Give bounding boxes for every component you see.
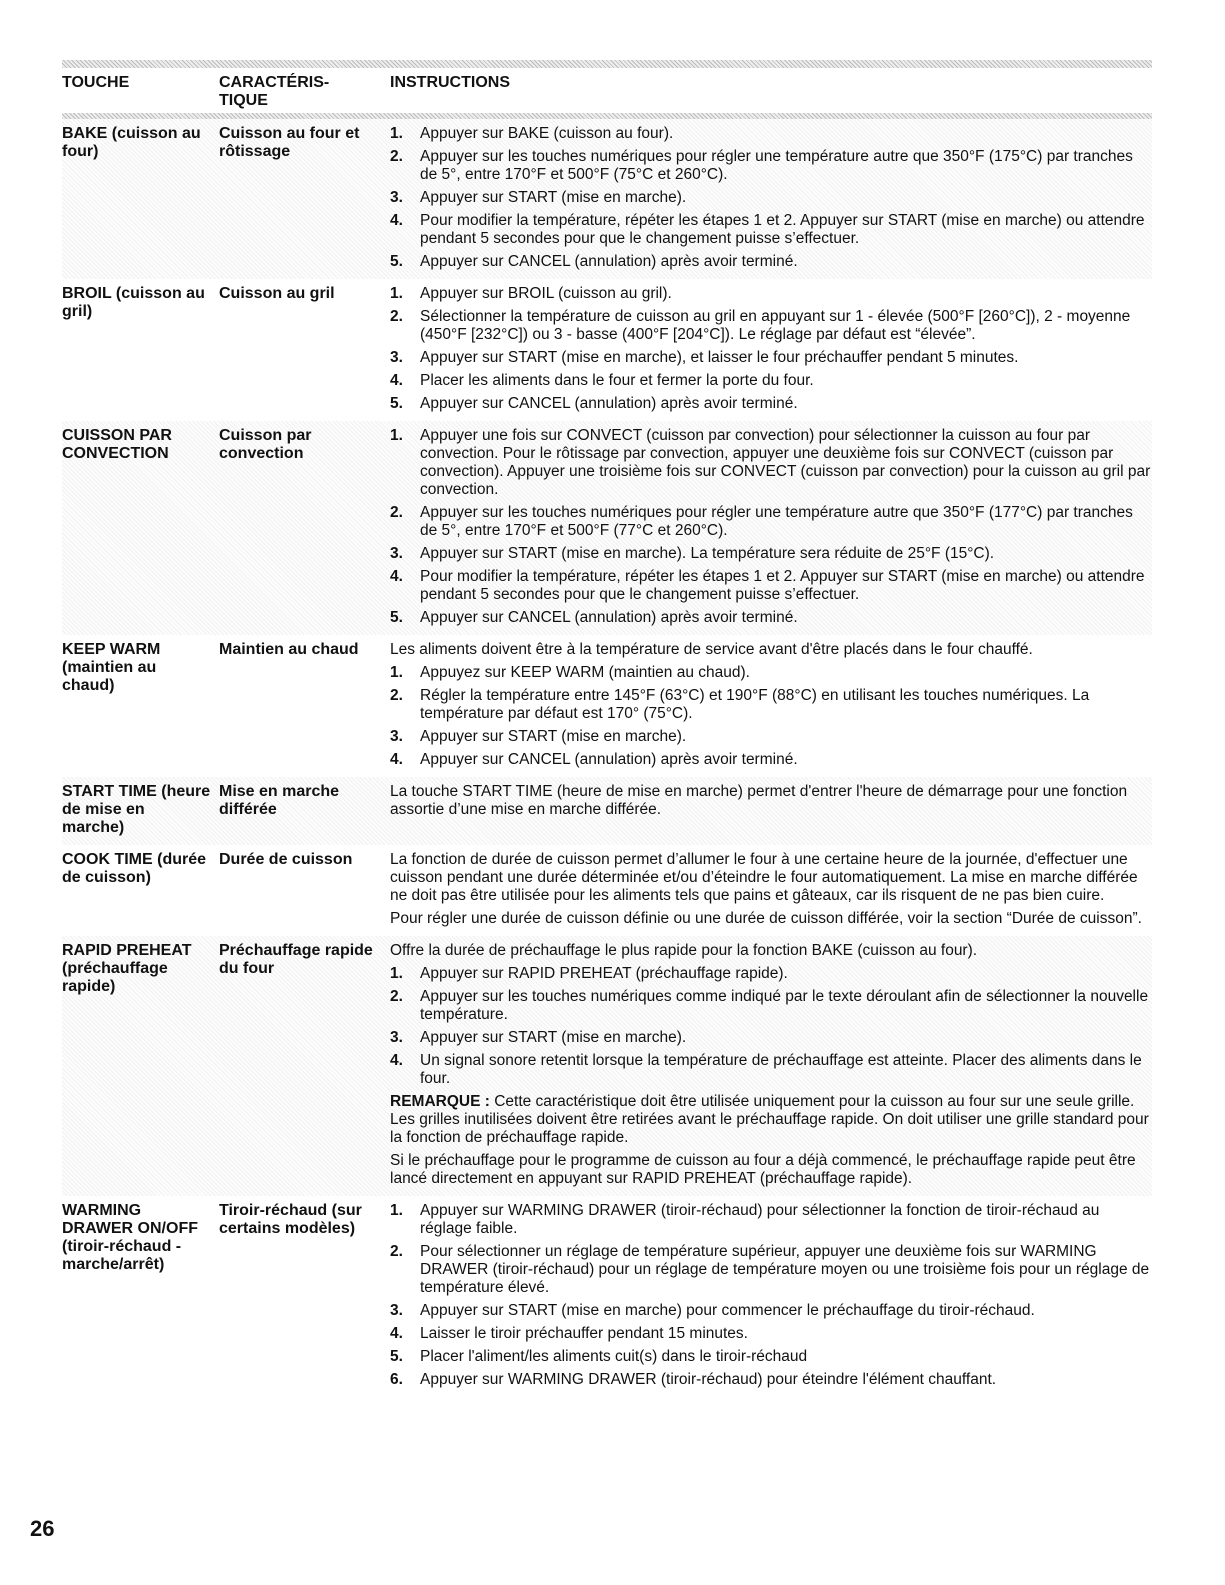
step-number: 5. [390, 609, 403, 626]
step-item [390, 1052, 1152, 1088]
step-number: 3. [390, 1029, 403, 1046]
table-row [62, 279, 1152, 421]
step-item [390, 751, 1152, 769]
step-number: 2. [390, 687, 403, 704]
note-label: REMARQUE : [390, 1093, 490, 1110]
table-row [62, 1196, 1152, 1397]
step-text: Appuyer sur BAKE (cuisson au four). [420, 125, 674, 142]
step-item [390, 395, 1152, 413]
header-top-rule [62, 60, 1152, 68]
feature-name: Durée de cuisson [219, 851, 353, 868]
table-row [62, 421, 1152, 635]
feature-name: Mise en marche différée [219, 783, 340, 818]
step-number: 2. [390, 504, 403, 521]
step-list [390, 664, 1152, 769]
step-number: 3. [390, 189, 403, 206]
step-item [390, 427, 1152, 499]
key-name: COOK TIME (durée de cuisson) [62, 851, 207, 886]
step-item [390, 1325, 1152, 1343]
step-list [390, 285, 1152, 413]
step-number: 5. [390, 1348, 403, 1365]
step-number: 2. [390, 1243, 403, 1260]
step-number: 1. [390, 1202, 403, 1219]
table-row [62, 936, 1152, 1196]
step-item [390, 965, 1152, 983]
step-item [390, 504, 1152, 540]
step-number: 5. [390, 395, 403, 412]
step-number: 1. [390, 965, 403, 982]
header-col-instructions: INSTRUCTIONS [390, 74, 510, 91]
step-text: Laisser le tiroir préchauffer pendant 15 minutes. [420, 1325, 748, 1342]
instructions [390, 125, 1152, 271]
step-item [390, 349, 1152, 367]
step-text: Appuyer sur CANCEL (annulation) après avoir terminé. [420, 253, 798, 270]
step-text: Appuyer sur BROIL (cuisson au gril). [420, 285, 672, 302]
step-number: 2. [390, 308, 403, 325]
header-col-feature: CARACTÉRIS- TIQUE [219, 74, 330, 109]
step-text: Sélectionner la température de cuisson au gril en appuyant sur 1 - élevée (500°F [260°C]), 2 - moyenne (450°F [232°C]) ou 3 - basse (400°F [204°C]). Le réglage par défaut est “élevée”. [420, 308, 1131, 343]
key-name: CUISSON PAR CONVECTION [62, 427, 172, 462]
instructions-intro: Les aliments doivent être à la température de service avant d'être placés dans le four chauffé. [390, 641, 1033, 658]
step-text: Appuyer sur START (mise en marche). [420, 1029, 687, 1046]
table-row [62, 777, 1152, 845]
step-text: Appuyer sur WARMING DRAWER (tiroir-réchaud) pour éteindre l'élément chauffant. [420, 1371, 997, 1388]
step-number: 3. [390, 728, 403, 745]
step-item [390, 285, 1152, 303]
instructions [390, 285, 1152, 413]
step-text: Régler la température entre 145°F (63°C) et 190°F (88°C) en utilisant les touches numériques. La température par défaut est 170° (75°C). [420, 687, 1090, 722]
step-number: 4. [390, 212, 403, 229]
feature-name: Cuisson par convection [219, 427, 312, 462]
step-item [390, 687, 1152, 723]
step-text: Appuyer une fois sur CONVECT (cuisson par convection) pour sélectionner la cuisson au four par convection. Pour le rôtissage par convection, appuyer une deuxième fois sur CONVECT (cuisson par convection). Appuyer une troisième fois sur CONVECT (cuisson par convection) pour la cuisson au gril par convection. [420, 427, 1151, 498]
step-text: Pour sélectionner un réglage de température supérieur, appuyer une deuxième fois sur WARMING DRAWER (tiroir-réchaud) pour un réglage de température moyen ou une troisième fois pour un réglage de température élevé. [420, 1243, 1150, 1296]
step-text: Appuyer sur START (mise en marche). [420, 189, 687, 206]
step-text: Appuyer sur les touches numériques pour régler une température autre que 350°F (175°C) par tranches de 5°, entre 170°F et 500°F (75°C et 260°C). [420, 148, 1133, 183]
step-item [390, 1302, 1152, 1320]
step-number: 4. [390, 751, 403, 768]
feature-name: Cuisson au gril [219, 285, 335, 302]
note-paragraph [390, 1093, 1152, 1147]
table-row [62, 845, 1152, 936]
instructions-paragraph: Pour régler une durée de cuisson définie ou une durée de cuisson différée, voir la section “Durée de cuisson”. [390, 910, 1142, 927]
step-number: 2. [390, 148, 403, 165]
step-text: Pour modifier la température, répéter les étapes 1 et 2. Appuyer sur START (mise en marche) ou attendre pendant 5 secondes pour que le changement puisse s’effectuer. [420, 212, 1145, 247]
step-item [390, 988, 1152, 1024]
step-number: 3. [390, 1302, 403, 1319]
step-number: 3. [390, 349, 403, 366]
key-name: RAPID PREHEAT (préchauffage rapide) [62, 942, 192, 995]
feature-name: Cuisson au four et rôtissage [219, 125, 360, 160]
step-text: Appuyer sur RAPID PREHEAT (préchauffage rapide). [420, 965, 788, 982]
step-number: 5. [390, 253, 403, 270]
step-number: 4. [390, 372, 403, 389]
step-number: 2. [390, 988, 403, 1005]
step-number: 3. [390, 545, 403, 562]
instructions-intro: Offre la durée de préchauffage le plus rapide pour la fonction BAKE (cuisson au four). [390, 942, 978, 959]
key-name: BROIL (cuisson au gril) [62, 285, 205, 320]
step-text: Pour modifier la température, répéter les étapes 1 et 2. Appuyer sur START (mise en marche) ou attendre pendant 5 secondes pour que le changement puisse s’effectuer. [420, 568, 1145, 603]
instructions [390, 1202, 1152, 1389]
step-item [390, 372, 1152, 390]
step-number: 1. [390, 664, 403, 681]
step-text: Appuyer sur START (mise en marche). [420, 728, 687, 745]
instructions [390, 427, 1152, 627]
step-text: Un signal sonore retentit lorsque la température de préchauffage est atteinte. Placer des aliments dans le four. [420, 1052, 1142, 1087]
feature-name: Tiroir-réchaud (sur certains modèles) [219, 1202, 362, 1237]
table-row [62, 119, 1152, 279]
instructions-paragraph: La fonction de durée de cuisson permet d’allumer le four à une certaine heure de la journée, d'effectuer une cuisson pendant une durée déterminée et/ou d’éteindre le four automatiquement. La mise en marche différée ne doit pas être utilisée pour les aliments tels que pains et gâteaux, car ils risquent de ne pas bien cuire. [390, 851, 1138, 904]
step-text: Appuyer sur CANCEL (annulation) après avoir terminé. [420, 395, 798, 412]
step-item [390, 1243, 1152, 1297]
step-text: Placer les aliments dans le four et fermer la porte du four. [420, 372, 814, 389]
step-text: Appuyer sur les touches numériques comme indiqué par le texte déroulant afin de sélectionner la nouvelle température. [420, 988, 1149, 1023]
step-item [390, 253, 1152, 271]
step-text: Appuyer sur WARMING DRAWER (tiroir-réchaud) pour sélectionner la fonction de tiroir-réchaud au réglage faible. [420, 1202, 1100, 1237]
step-number: 4. [390, 568, 403, 585]
step-item [390, 1348, 1152, 1366]
step-item [390, 1202, 1152, 1238]
instructions-paragraph: La touche START TIME (heure de mise en marche) permet d'entrer l'heure de démarrage pour une fonction assortie d’une mise en marche différée. [390, 783, 1128, 818]
step-number: 4. [390, 1052, 403, 1069]
step-item [390, 212, 1152, 248]
step-item [390, 609, 1152, 627]
step-item [390, 125, 1152, 143]
step-text: Appuyer sur START (mise en marche), et laisser le four préchauffer pendant 5 minutes. [420, 349, 1019, 366]
step-text: Appuyer sur START (mise en marche) pour commencer le préchauffage du tiroir-réchaud. [420, 1302, 1035, 1319]
step-text: Appuyer sur CANCEL (annulation) après avoir terminé. [420, 609, 798, 626]
instructions-outro: Si le préchauffage pour le programme de cuisson au four a déjà commencé, le préchauffage rapide peut être lancé directement en appuyant sur RAPID PREHEAT (préchauffage rapide). [390, 1152, 1136, 1187]
table-header [62, 68, 1152, 113]
step-number: 6. [390, 1371, 403, 1388]
step-number: 4. [390, 1325, 403, 1342]
step-text: Placer l'aliment/les aliments cuit(s) dans le tiroir-réchaud [420, 1348, 808, 1365]
page-number: 26 [30, 1516, 55, 1541]
instructions [390, 851, 1152, 928]
table-body [62, 119, 1152, 1397]
step-item [390, 1029, 1152, 1047]
table-row [62, 635, 1152, 777]
note-text: Cette caractéristique doit être utilisée uniquement pour la cuisson au four sur une seule grille. Les grilles inutilisées doivent être retirées avant le préchauffage rapide. On doit utiliser une grille standard pour la fonction de préchauffage rapide. [390, 1093, 1149, 1146]
step-list [390, 1202, 1152, 1389]
step-list [390, 125, 1152, 271]
key-name: BAKE (cuisson au four) [62, 125, 201, 160]
step-text: Appuyer sur START (mise en marche). La température sera réduite de 25°F (15°C). [420, 545, 995, 562]
step-item [390, 189, 1152, 207]
step-item [390, 308, 1152, 344]
step-item [390, 664, 1152, 682]
step-item [390, 728, 1152, 746]
step-item [390, 545, 1152, 563]
key-name: KEEP WARM (maintien au chaud) [62, 641, 161, 694]
page [62, 60, 1152, 1397]
step-item [390, 1371, 1152, 1389]
step-number: 1. [390, 125, 403, 142]
header-col-key: TOUCHE [62, 74, 130, 91]
step-number: 1. [390, 285, 403, 302]
step-text: Appuyer sur CANCEL (annulation) après avoir terminé. [420, 751, 798, 768]
instructions [390, 641, 1152, 769]
step-text: Appuyer sur les touches numériques pour régler une température autre que 350°F (177°C) par tranches de 5°, entre 170°F et 500°F (77°C et 260°C). [420, 504, 1133, 539]
feature-name: Maintien au chaud [219, 641, 359, 658]
step-number: 1. [390, 427, 403, 444]
feature-name: Préchauffage rapide du four [219, 942, 373, 977]
step-list [390, 965, 1152, 1088]
instructions [390, 942, 1152, 1188]
step-text: Appuyez sur KEEP WARM (maintien au chaud). [420, 664, 750, 681]
step-list [390, 427, 1152, 627]
step-item [390, 148, 1152, 184]
key-name: WARMING DRAWER ON/OFF (tiroir-réchaud - marche/arrêt) [62, 1202, 198, 1273]
key-name: START TIME (heure de mise en marche) [62, 783, 211, 836]
instructions [390, 783, 1152, 837]
step-item [390, 568, 1152, 604]
